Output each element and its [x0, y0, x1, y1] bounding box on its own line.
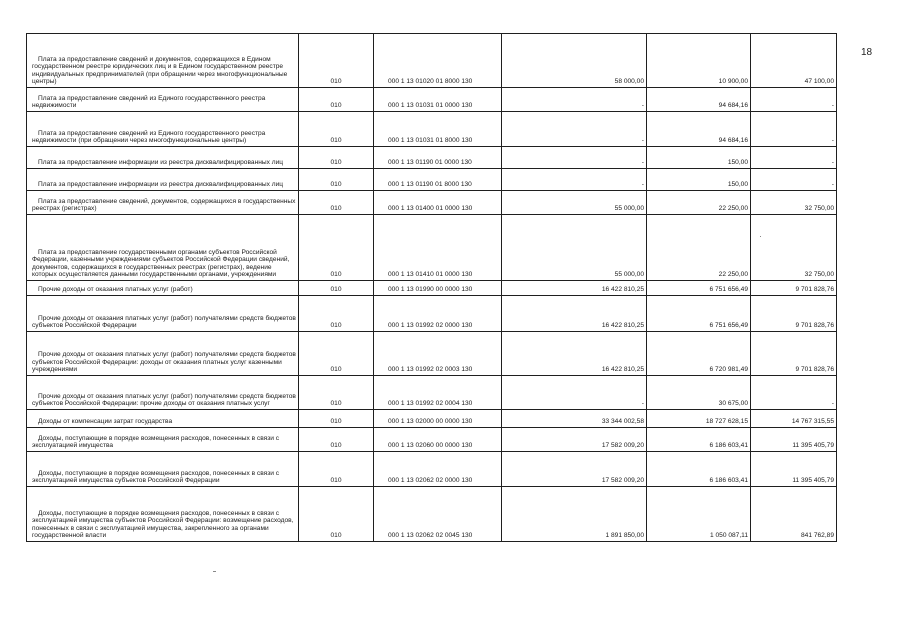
row-value-plan: 16 422 810,25 — [502, 296, 647, 332]
row-kbk: 000 1 13 01410 01 0000 130 — [374, 215, 502, 281]
row-name: Доходы, поступающие в порядке возмещения расходов, понесенных в связи с эксплуатацией имущества субъектов Российской Федерации: возмещение расходов, понесенных в связи с эксплуатацией имущества, закрепленного за органами государственной власти — [27, 487, 299, 542]
table-row — [27, 376, 837, 410]
row-kbk: 000 1 13 01190 01 8000 130 — [374, 169, 502, 191]
table-row — [27, 88, 837, 112]
row-kbk: 000 1 13 01992 02 0003 130 — [374, 332, 502, 376]
row-name: Плата за предоставление информации из реестра дисквалифицированных лиц — [27, 147, 299, 169]
row-value-actual: 6 751 656,49 — [647, 281, 751, 296]
row-value-remaining: 11 395 405,79 — [751, 428, 837, 452]
row-name: Прочие доходы от оказания платных услуг (работ) — [27, 281, 299, 296]
row-name: Доходы, поступающие в порядке возмещения расходов, понесенных в связи с эксплуатацией имущества субъектов Российской Федерации — [27, 452, 299, 487]
row-code: 010 — [299, 410, 374, 428]
row-value-remaining: 47 100,00 — [751, 34, 837, 88]
row-value-plan: 55 000,00 — [502, 191, 647, 215]
table-row — [27, 487, 837, 542]
row-code: 010 — [299, 215, 374, 281]
row-value-plan: - — [502, 88, 647, 112]
table-row — [27, 34, 837, 88]
scan-speck — [760, 236, 761, 237]
row-value-plan: 33 344 002,58 — [502, 410, 647, 428]
row-value-actual: 6 720 981,49 — [647, 332, 751, 376]
table-row — [27, 169, 837, 191]
row-name: Плата за предоставление сведений, документов, содержащихся в государственных реестрах (регистрах) — [27, 191, 299, 215]
row-value-remaining: 9 701 828,76 — [751, 296, 837, 332]
row-kbk: 000 1 13 01020 01 8000 130 — [374, 34, 502, 88]
row-name: Прочие доходы от оказания платных услуг (работ) получателями средств бюджетов субъектов Российской Федерации: доходы от оказания платных услуг казенными учреждениями — [27, 332, 299, 376]
row-code: 010 — [299, 487, 374, 542]
row-code: 010 — [299, 281, 374, 296]
row-kbk: 000 1 13 01992 02 0004 130 — [374, 376, 502, 410]
table-row — [27, 112, 837, 147]
row-value-plan: - — [502, 112, 647, 147]
table-row — [27, 215, 837, 281]
row-value-plan: - — [502, 169, 647, 191]
row-value-remaining: - — [751, 147, 837, 169]
row-name: Плата за предоставление государственными органами субъектов Российской Федерации, казенными учреждениями субъектов Российской Федерации сведений, документов, содержащихся в государственных реестрах (регистрах), ведение которых осуществляется данными государственными органами, учреждениями — [27, 215, 299, 281]
row-code: 010 — [299, 191, 374, 215]
row-value-actual: 22 250,00 — [647, 215, 751, 281]
row-value-actual: 6 751 656,49 — [647, 296, 751, 332]
row-value-plan: 17 582 009,20 — [502, 428, 647, 452]
row-kbk: 000 1 13 01992 02 0000 130 — [374, 296, 502, 332]
table-row — [27, 296, 837, 332]
row-value-plan: - — [502, 147, 647, 169]
row-code: 010 — [299, 428, 374, 452]
row-value-plan: 55 000,00 — [502, 215, 647, 281]
row-value-remaining: - — [751, 88, 837, 112]
page-number: 18 — [861, 47, 873, 58]
row-name: Плата за предоставление информации из реестра дисквалифицированных лиц — [27, 169, 299, 191]
row-name: Прочие доходы от оказания платных услуг (работ) получателями средств бюджетов субъектов Российской Федерации: прочие доходы от оказания платных услуг — [27, 376, 299, 410]
row-value-actual: 150,00 — [647, 169, 751, 191]
row-value-actual: 1 050 087,11 — [647, 487, 751, 542]
row-kbk: 000 1 13 01031 01 8000 130 — [374, 112, 502, 147]
row-kbk: 000 1 13 02062 02 0000 130 — [374, 452, 502, 487]
row-code: 010 — [299, 452, 374, 487]
row-value-remaining: - — [751, 376, 837, 410]
row-name: Прочие доходы от оказания платных услуг (работ) получателями средств бюджетов субъектов Российской Федерации — [27, 296, 299, 332]
row-name: Плата за предоставление сведений из Единого государственного реестра недвижимости — [27, 88, 299, 112]
row-value-plan: 16 422 810,25 — [502, 281, 647, 296]
table-row — [27, 428, 837, 452]
row-value-plan: 16 422 810,25 — [502, 332, 647, 376]
row-kbk: 000 1 13 01190 01 0000 130 — [374, 147, 502, 169]
row-code: 010 — [299, 88, 374, 112]
row-value-actual: 94 684,16 — [647, 88, 751, 112]
row-value-actual: 10 900,00 — [647, 34, 751, 88]
row-value-plan: - — [502, 376, 647, 410]
scan-speck — [213, 571, 216, 572]
table-row — [27, 410, 837, 428]
row-value-remaining: 9 701 828,76 — [751, 281, 837, 296]
row-value-remaining: 32 750,00 — [751, 215, 837, 281]
table-row — [27, 147, 837, 169]
row-code: 010 — [299, 376, 374, 410]
row-value-remaining: 841 762,89 — [751, 487, 837, 542]
row-code: 010 — [299, 296, 374, 332]
row-value-remaining: 32 750,00 — [751, 191, 837, 215]
row-value-remaining: - — [751, 169, 837, 191]
table-row — [27, 332, 837, 376]
row-value-plan: 17 582 009,20 — [502, 452, 647, 487]
row-value-actual: 18 727 628,15 — [647, 410, 751, 428]
table-row — [27, 452, 837, 487]
row-kbk: 000 1 13 01031 01 0000 130 — [374, 88, 502, 112]
row-value-plan: 1 891 850,00 — [502, 487, 647, 542]
row-kbk: 000 1 13 02000 00 0000 130 — [374, 410, 502, 428]
row-value-remaining: 14 767 315,55 — [751, 410, 837, 428]
table-row — [27, 281, 837, 296]
row-kbk: 000 1 13 02062 02 0045 130 — [374, 487, 502, 542]
row-code: 010 — [299, 332, 374, 376]
row-value-actual: 94 684,16 — [647, 112, 751, 147]
row-value-actual: 30 675,00 — [647, 376, 751, 410]
row-value-actual: 150,00 — [647, 147, 751, 169]
row-value-remaining: 11 395 405,79 — [751, 452, 837, 487]
row-code: 010 — [299, 112, 374, 147]
row-value-remaining: 9 701 828,76 — [751, 332, 837, 376]
row-kbk: 000 1 13 01990 00 0000 130 — [374, 281, 502, 296]
table-row — [27, 191, 837, 215]
row-kbk: 000 1 13 02060 00 0000 130 — [374, 428, 502, 452]
row-name: Плата за предоставление сведений и документов, содержащихся в Едином государственном реестре юридических лиц и в Едином государственном реестре индивидуальных предпринимателей (при обращении через многофункциональные центры) — [27, 34, 299, 88]
row-value-plan: 58 000,00 — [502, 34, 647, 88]
row-name: Доходы, поступающие в порядке возмещения расходов, понесенных в связи с эксплуатацией имущества — [27, 428, 299, 452]
row-name: Доходы от компенсации затрат государства — [27, 410, 299, 428]
row-value-actual: 6 186 603,41 — [647, 428, 751, 452]
row-kbk: 000 1 13 01400 01 0000 130 — [374, 191, 502, 215]
row-code: 010 — [299, 169, 374, 191]
row-code: 010 — [299, 147, 374, 169]
row-name: Плата за предоставление сведений из Единого государственного реестра недвижимости (при обращении через многофункциональные центры) — [27, 112, 299, 147]
row-value-actual: 22 250,00 — [647, 191, 751, 215]
row-code: 010 — [299, 34, 374, 88]
row-value-actual: 6 186 603,41 — [647, 452, 751, 487]
row-value-remaining: - — [751, 112, 837, 147]
revenue-table — [26, 33, 837, 542]
